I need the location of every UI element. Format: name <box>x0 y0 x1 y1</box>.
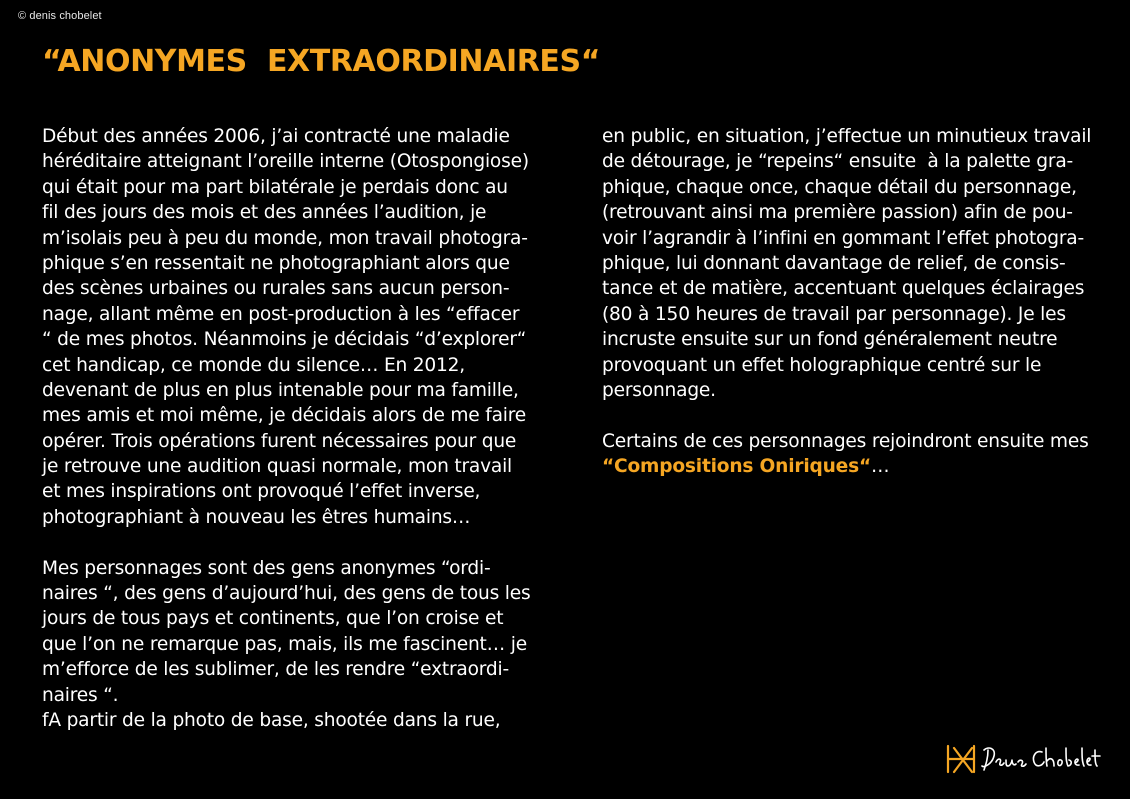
text-line: (retrouvant ainsi ma première passion) afin de pou- <box>602 202 1073 224</box>
text-line: photographiant à nouveau les êtres humains… <box>42 506 471 528</box>
text-line: voir l’agrandir à l’infini en gommant l’effet photogra- <box>602 227 1084 249</box>
text-ellipsis: … <box>870 456 890 478</box>
text-line: phique s’en ressentait ne photographiant alors que <box>42 252 510 274</box>
text-line: de détourage, je “repeins“ ensuite à la palette gra- <box>602 151 1074 173</box>
signature-handwriting <box>982 748 1100 770</box>
page-title: “ANONYMES EXTRAORDINAIRES“ <box>42 44 601 79</box>
text-line: devenant de plus en plus intenable pour ma famille, <box>42 379 519 401</box>
text-line: m’isolais peu à peu du monde, mon travail photogra- <box>42 227 528 249</box>
text-line: incruste ensuite sur un fond généralement neutre <box>602 329 1058 351</box>
text-line: naires “, des gens d’aujourd’hui, des gens de tous les <box>42 583 531 605</box>
text-line: Début des années 2006, j’ai contracté une maladie <box>42 126 510 147</box>
text-line: mes amis et moi même, je décidais alors de me faire <box>42 405 527 427</box>
text-line: (80 à 150 heures de travail par personnage). Je les <box>602 303 1066 325</box>
text-line: personnage. <box>602 379 716 401</box>
right-paragraph-1 <box>602 124 1107 403</box>
text-line: jours de tous pays et continents, que l’on croise et <box>42 608 504 630</box>
left-paragraph-2 <box>42 556 547 734</box>
text-line <box>602 454 1107 479</box>
left-paragraph-1 <box>42 124 547 530</box>
copyright-notice: © denis chobelet <box>18 10 102 22</box>
text-line: nage, allant même en post-production à les “effacer <box>42 303 520 325</box>
text-line: et mes inspirations ont provoqué l’effet inverse, <box>42 481 481 503</box>
text-line: fA partir de la photo de base, shootée dans la rue, <box>42 709 501 731</box>
text-line: qui était pour ma part bilatérale je perdais donc au <box>42 176 508 198</box>
text-line: je retrouve une audition quasi normale, mon travail <box>42 456 513 478</box>
text-line: opérer. Trois opérations furent nécessaires pour que <box>42 430 517 452</box>
text-line: phique, chaque once, chaque détail du personnage, <box>602 176 1077 198</box>
text-line: que l’on ne remarque pas, mais, ils me fascinent… je <box>42 633 527 655</box>
left-column <box>42 124 547 733</box>
text-line: naires “. <box>42 684 119 706</box>
text-line: m’efforce de les sublimer, de les rendre “extraordi- <box>42 659 509 681</box>
text-line: “ de mes photos. Néanmoins je décidais “d’explorer“ <box>42 329 527 351</box>
text-line: phique, lui donnant davantage de relief, de consis- <box>602 252 1066 274</box>
signature <box>944 742 1104 776</box>
text-line: Mes personnages sont des gens anonymes “ordi- <box>42 557 491 579</box>
paragraph-spacer <box>42 530 547 555</box>
signature-graphic <box>944 742 1104 776</box>
text-line: des scènes urbaines ou rurales sans aucun person- <box>42 278 510 300</box>
text-line: cet handicap, ce monde du silence… En 2012, <box>42 354 466 376</box>
right-column <box>602 124 1107 479</box>
text-line: fil des jours des mois et des années l’audition, je <box>42 202 487 224</box>
signature-mark-icon <box>948 746 974 772</box>
text-line: héréditaire atteignant l’oreille interne (Otospongiose) <box>42 151 529 173</box>
compositions-oniriques-highlight: “Compositions Oniriques“ <box>602 456 871 478</box>
text-line: tance et de matière, accentuant quelques éclairages <box>602 278 1085 300</box>
text-line: Certains de ces personnages rejoindront ensuite mes <box>602 430 1089 452</box>
text-line: provoquant un effet holographique centré sur le <box>602 354 1042 376</box>
paragraph-spacer <box>602 403 1107 428</box>
right-paragraph-2 <box>602 429 1107 480</box>
text-line: en public, en situation, j’effectue un minutieux travail <box>602 126 1092 147</box>
